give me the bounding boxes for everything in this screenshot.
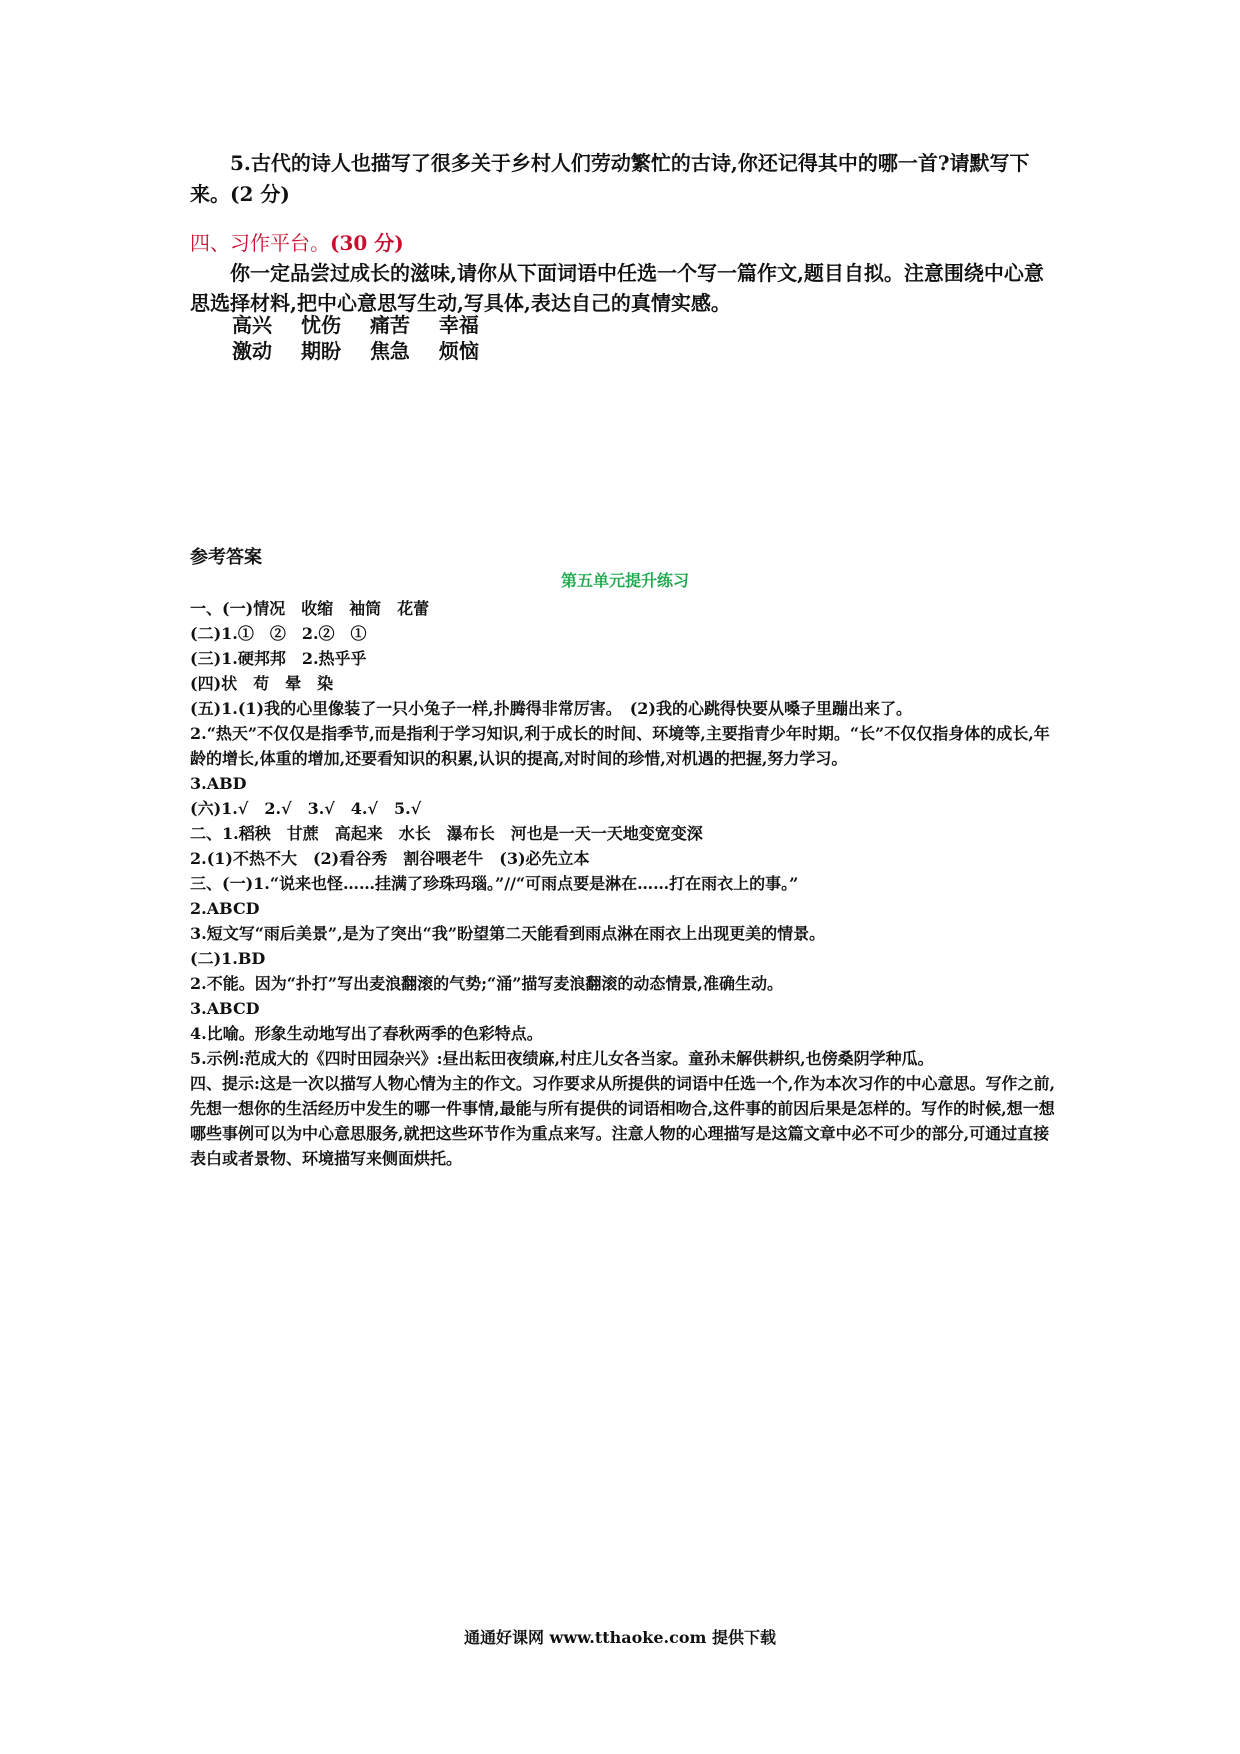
answer-line: 2.不能。因为“扑打”写出麦浪翻滚的气势;“涌”描写麦浪翻滚的动态情景,准确生动。 — [190, 974, 783, 993]
answer-key-title: 参考答案 — [190, 547, 262, 568]
answer-line: 三、(一)1.“说来也怪……挂满了珍珠玛瑙。”//“可雨点要是淋在……打在雨衣上的事。” — [190, 874, 799, 893]
answer-line: 四、提示:这是一次以描写人物心情为主的作文。习作要求从所提供的词语中任选一个,作为本次习作的中心意思。写作之前,先想一想你的生活经历中发生的哪一件事情,最能与所有提供的词语相吻合,这件事的前因后果是怎样的。写作的时候,想一想哪些事例可以为中心意思服务,就把这些环节作为重点来写。注意人物的心理描写是这篇文章中必不可少的部分,可通过直接表白或者景物、环境描写来侧面烘托。 — [190, 1074, 1056, 1168]
answer-line: (三)1.硬邦邦 2.热乎乎 — [190, 649, 367, 668]
word-choices-row-1 — [232, 312, 501, 338]
answer-line: (四)状 苟 晕 染 — [190, 674, 334, 693]
section-4-title: 四、习作平台。 — [190, 231, 330, 255]
section-4-prompt: 你一定品尝过成长的滋味,请你从下面词语中任选一个写一篇作文,题目自拟。注意围绕中心意思选择材料,把中心意思写生动,写具体,表达自己的真情实感。 — [190, 261, 1044, 315]
word-choice: 激动 — [232, 339, 272, 363]
answer-line: (二)1.① ② 2.② ① — [190, 624, 367, 643]
question-5: 5.古代的诗人也描写了很多关于乡村人们劳动繁忙的古诗,你还记得其中的哪一首?请默写下来。(2 分) — [190, 151, 1030, 206]
word-choice: 忧伤 — [300, 313, 341, 337]
answer-line: 2.“热天”不仅仅是指季节,而是指利于学习知识,利于成长的时间、环境等,主要指青少年时期。“长”不仅仅指身体的成长,年龄的增长,体重的增加,还要看知识的积累,认识的提高,对时间的珍惜,对机遇的把握,努力学习。 — [190, 724, 1050, 768]
answer-line: (六)1.√ 2.√ 3.√ 4.√ 5.√ — [190, 799, 422, 818]
footer-credit: 通通好课网 www.tthaoke.com 提供下载 — [463, 1628, 777, 1647]
answer-line: 二、1.稻秧 甘蔗 高起来 水长 瀑布长 河也是一天一天地变宽变深 — [190, 824, 703, 843]
word-choice: 烦恼 — [438, 339, 479, 363]
answer-line: (五)1.(1)我的心里像装了一只小兔子一样,扑腾得非常厉害。 (2)我的心跳得快要从嗓子里蹦出来了。 — [190, 699, 912, 718]
answer-line: 3.ABCD — [190, 999, 260, 1018]
answer-line: 2.(1)不热不大 (2)看谷秀 割谷喂老牛 (3)必先立本 — [190, 849, 590, 868]
answer-line: 2.ABCD — [190, 899, 260, 918]
answer-line: 4.比喻。形象生动地写出了春秋两季的色彩特点。 — [190, 1024, 543, 1043]
answer-line: 3.短文写“雨后美景”,是为了突出“我”盼望第二天能看到雨点淋在雨衣上出现更美的情景。 — [190, 924, 826, 943]
answer-line: 一、(一)情况 收缩 袖筒 花蕾 — [190, 599, 430, 618]
answer-list — [190, 596, 1060, 1171]
word-choice: 高兴 — [232, 313, 272, 337]
answer-line: 3.ABD — [190, 774, 247, 793]
word-choice: 幸福 — [438, 313, 479, 337]
word-choices-row-2 — [232, 338, 501, 364]
section-4-points: (30 分) — [330, 231, 404, 255]
answer-line: (二)1.BD — [190, 949, 266, 968]
answer-line: 5.示例:范成大的《四时田园杂兴》:昼出耘田夜绩麻,村庄儿女各当家。童孙未解供耕织,也傍桑阴学种瓜。 — [190, 1049, 934, 1068]
word-choice: 痛苦 — [369, 313, 410, 337]
word-choice: 焦急 — [369, 339, 410, 363]
section-4-heading — [190, 229, 404, 257]
unit-title: 第五单元提升练习 — [560, 571, 689, 590]
word-choice: 期盼 — [300, 339, 341, 363]
